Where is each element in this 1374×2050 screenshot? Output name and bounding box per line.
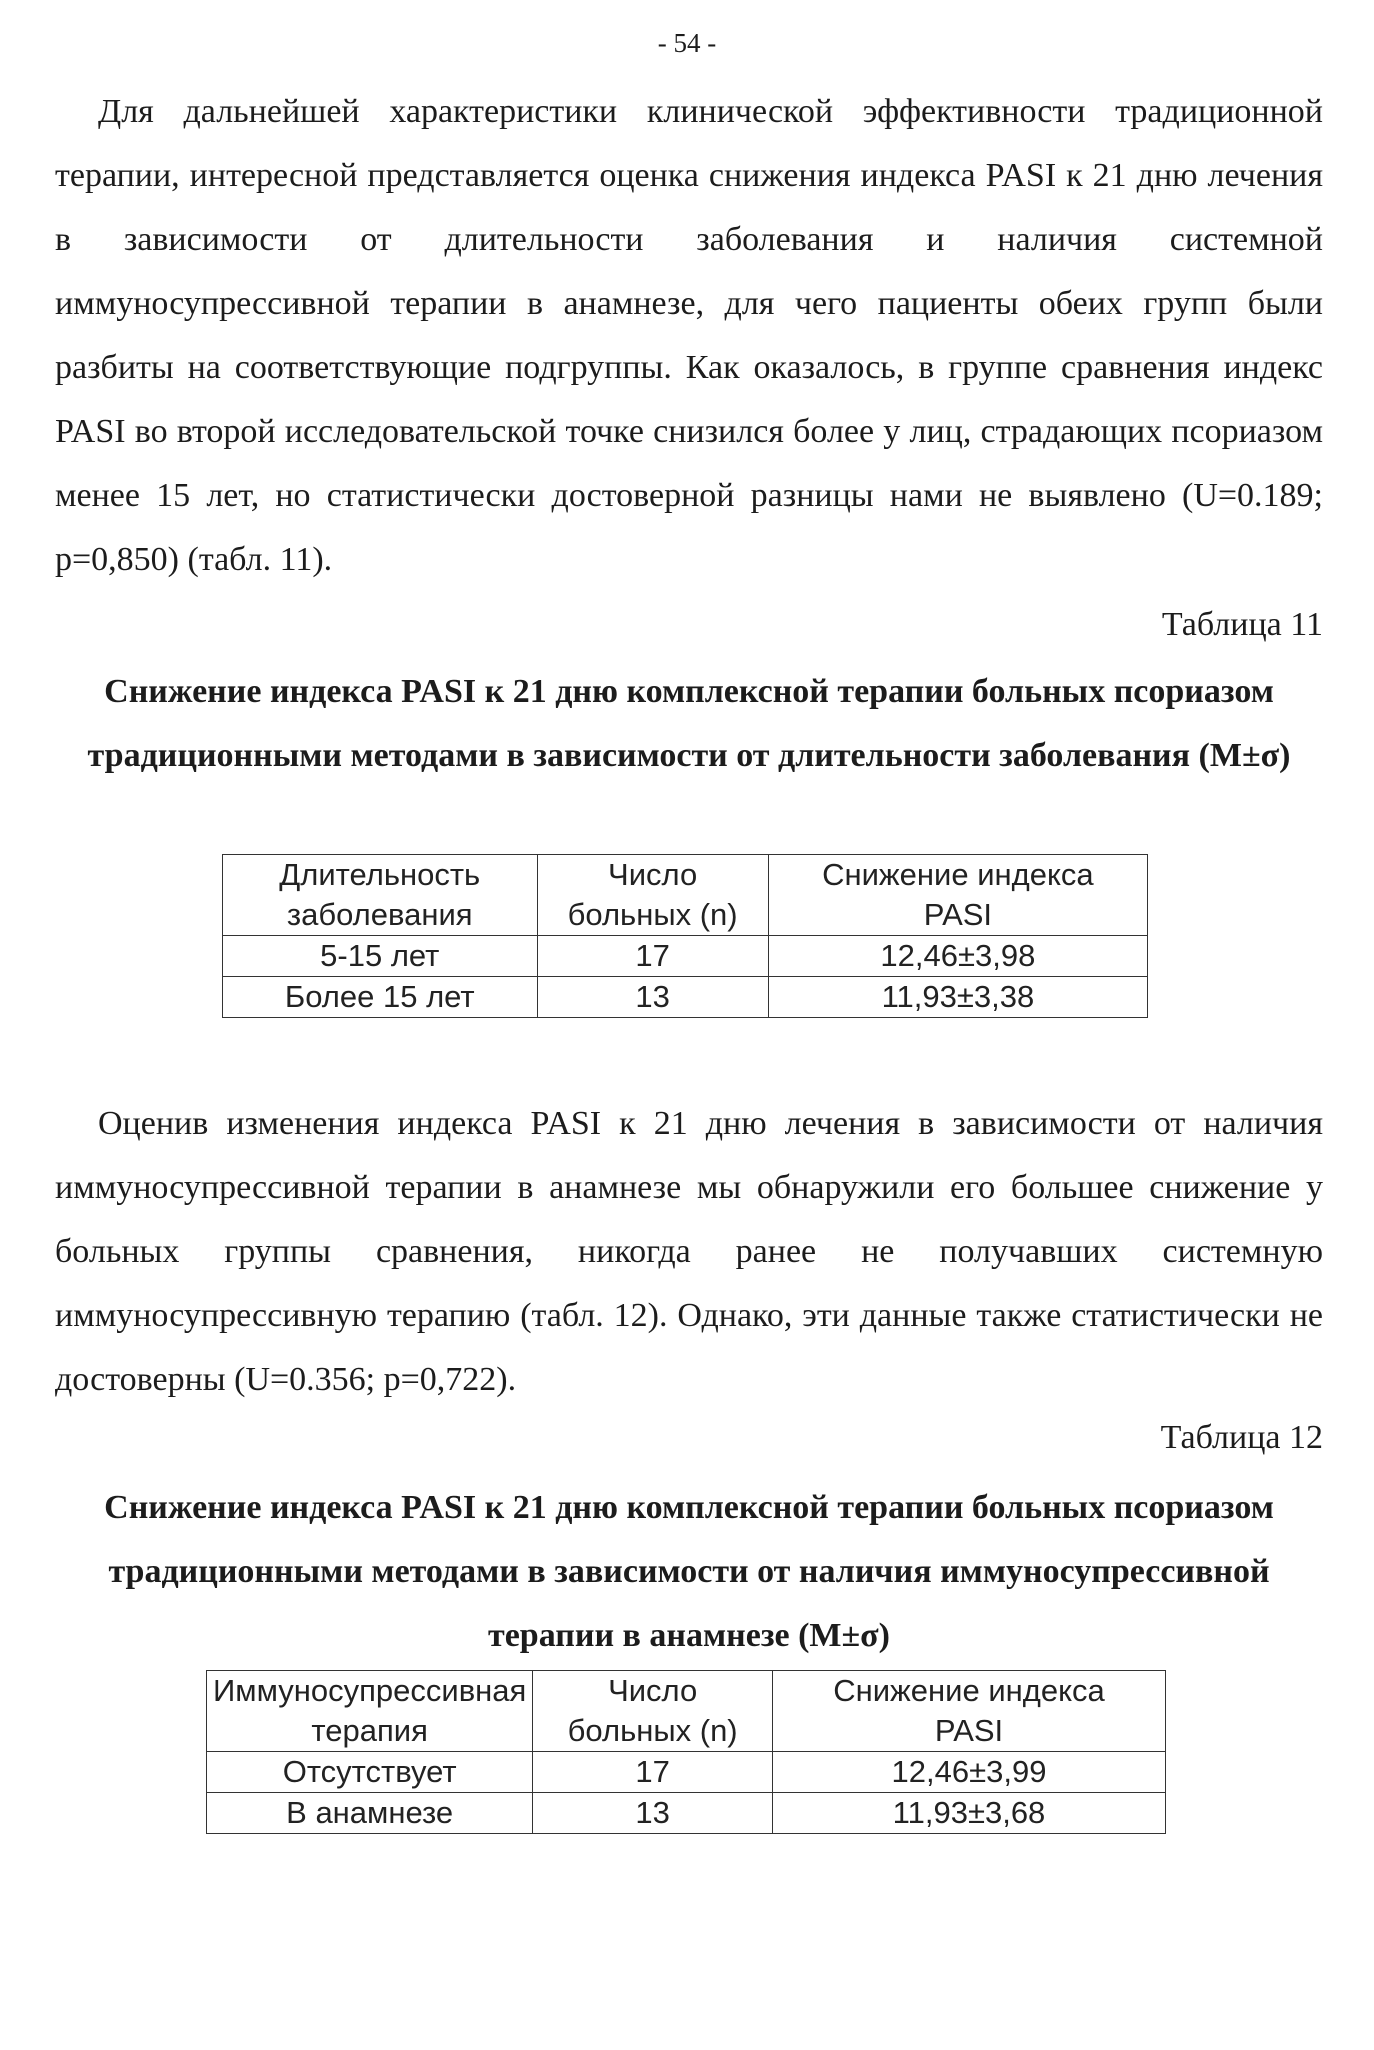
header-line: PASI [923,897,993,932]
table-row [207,1752,1166,1793]
cell-value: 11,93±3,38 [768,977,1147,1018]
cell-group: Отсутствует [207,1752,533,1793]
cell-value: 12,46±3,99 [772,1752,1165,1793]
cell-count: 17 [537,936,768,977]
header-line: Число [608,1673,698,1708]
cell-value: 12,46±3,98 [768,936,1147,977]
paragraph-1: Для дальнейшей характеристики клинической эффективности традиционной терапии, интересной представляется оценка снижения индекса PASI к 21 дню лечения в зависимости от длительности заболевания и наличия системной иммуносупрессивной терапии в анамнезе, для чего пациенты обеих групп были разбиты на соответствующие подгруппы. Как оказалось, в группе сравнения индекс PASI во второй исследовательской точке снизился более у лиц, страдающих псориазом менее 15 лет, но статистически достоверной разницы нами не выявлено (U=0.189; p=0,850) (табл. 11). [55,93,1323,578]
cell-count: 13 [533,1793,773,1834]
table-header-row [207,1671,1166,1752]
table-12-label: Таблица 12 [1160,1419,1323,1456]
header-line: Число [608,857,698,892]
cell-group: 5-15 лет [223,936,538,977]
cell-group: В анамнезе [207,1793,533,1834]
table-row [207,1793,1166,1834]
paragraph-2: Оценив изменения индекса PASI к 21 дню лечения в зависимости от наличия иммуносупрессивной терапии в анамнезе мы обнаружили его большее снижение у больных группы сравнения, никогда ранее не получавших системную иммуносупрессивную терапию (табл. 12). Однако, эти данные также статистически не достоверны (U=0.356; p=0,722). [55,1105,1323,1398]
table-header-row [223,855,1148,936]
cell-group: Более 15 лет [223,977,538,1018]
cell-count: 17 [533,1752,773,1793]
table-row [223,977,1148,1018]
header-count [533,1671,773,1752]
table-11 [222,854,1148,1018]
header-line: Иммуносупрессивная [213,1673,527,1708]
table-11-title: Снижение индекса PASI к 21 дню комплексной терапии больных псориазом традиционными методами в зависимости от длительности заболевания (M±σ) [87,673,1291,774]
table-11-label: Таблица 11 [1161,606,1323,643]
header-line: Длительность [279,857,481,892]
header-pasi-reduction [772,1671,1165,1752]
header-pasi-reduction [768,855,1147,936]
table-12-title: Снижение индекса PASI к 21 дню комплексной терапии больных псориазом традиционными методами в зависимости от наличия иммуносупрессивной терапии в анамнезе (M±σ) [104,1489,1274,1654]
table-row [223,936,1148,977]
header-line: больных (n) [567,897,738,932]
cell-count: 13 [537,977,768,1018]
header-line: терапия [311,1713,428,1748]
header-line: заболевания [286,897,473,932]
page-number: - 54 - [657,28,717,58]
header-count [537,855,768,936]
header-line: больных (n) [567,1713,738,1748]
header-line: Снижение индекса [833,1673,1105,1708]
table-12 [206,1670,1166,1834]
header-line: Снижение индекса [822,857,1094,892]
cell-value: 11,93±3,68 [772,1793,1165,1834]
header-duration [223,855,538,936]
header-line: PASI [934,1713,1004,1748]
header-immunosuppressive-therapy [207,1671,533,1752]
